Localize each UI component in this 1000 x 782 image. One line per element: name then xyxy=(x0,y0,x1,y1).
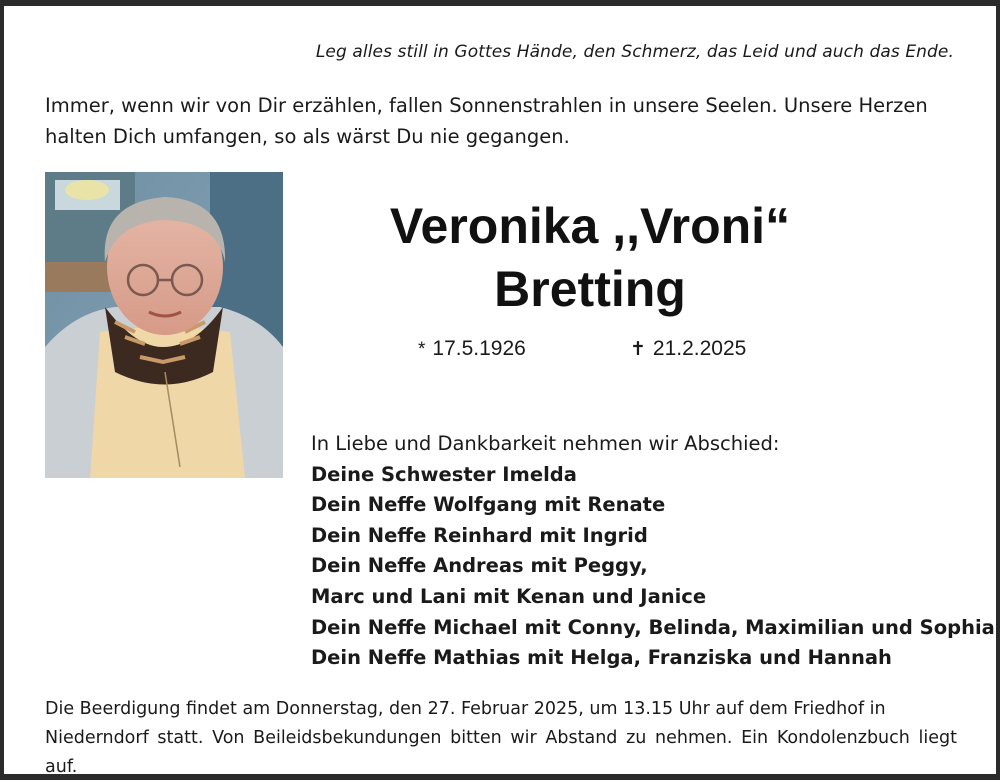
funeral-line: Die Beerdigung findet am Donnerstag, den 27. Februar 2025, um 13.15 Uhr auf dem Friedhof in xyxy=(45,699,886,719)
deceased-surname: Bretting xyxy=(494,261,686,317)
mourner-line: Deine Schwester Imelda xyxy=(311,462,577,486)
deceased-first-name: Veronika ,,Vroni“ xyxy=(389,198,791,254)
death-date-group xyxy=(630,337,746,361)
portrait-photo xyxy=(45,172,283,478)
funeral-line: Niederndorf statt. Von Beileidsbekundungen bitten wir Abstand zu nehmen. Ein Kondolenzbuch liegt auf. xyxy=(45,728,957,777)
deceased-name xyxy=(300,195,880,321)
mourners-intro: In Liebe und Dankbarkeit nehmen wir Abschied: xyxy=(311,432,780,455)
intro-text xyxy=(45,90,955,152)
mourner-line: Dein Neffe Andreas mit Peggy, xyxy=(311,554,648,578)
mourner-line: Dein Neffe Reinhard mit Ingrid xyxy=(311,523,648,547)
mourner-line: Dein Neffe Michael mit Conny, Belinda, Maximilian und Sophia xyxy=(311,615,995,639)
birth-star-icon: * xyxy=(418,339,426,360)
birth-date: 17.5.1926 xyxy=(432,337,526,360)
intro-line: Immer, wenn wir von Dir erzählen, fallen Sonnenstrahlen in unsere Seelen. Unsere Herzen xyxy=(45,94,928,117)
mourner-line: Dein Neffe Wolfgang mit Renate xyxy=(311,493,666,517)
death-date: 21.2.2025 xyxy=(652,337,747,360)
mourner-line: Dein Neffe Mathias mit Helga, Franziska und Hannah xyxy=(311,646,892,670)
death-cross-icon: ✝ xyxy=(630,339,646,360)
funeral-notice xyxy=(45,695,957,782)
mourners-list xyxy=(311,429,995,674)
intro-line: halten Dich umfangen, so als wärst Du nie gegangen. xyxy=(45,125,570,148)
motto-verse: Leg alles still in Gottes Hände, den Schmerz, das Leid und auch das Ende. xyxy=(315,42,954,62)
birth-date-group xyxy=(418,337,526,361)
mourner-line: Marc und Lani mit Kenan und Janice xyxy=(311,584,707,608)
